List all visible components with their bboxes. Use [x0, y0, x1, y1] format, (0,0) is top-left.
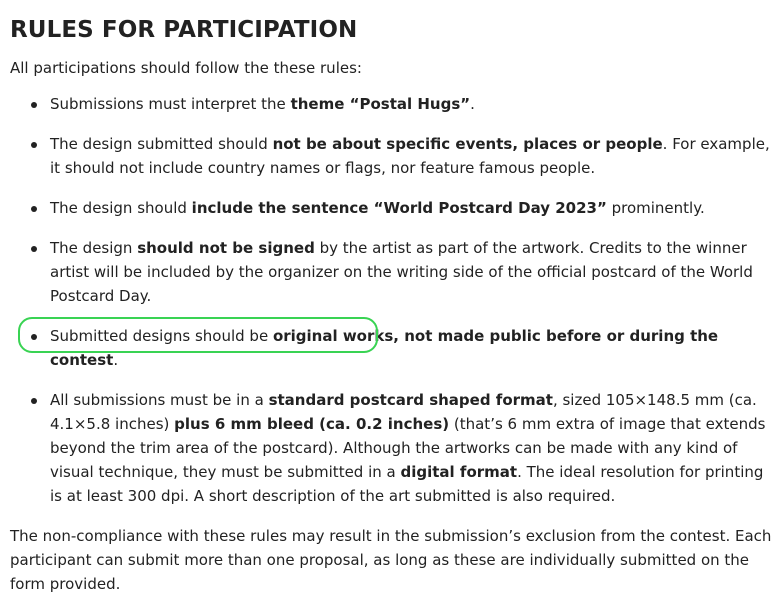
rule-bold-text: not be about specific events, places or people [272, 135, 663, 153]
bullet-icon [31, 102, 37, 108]
rule-text: . For example, it should not include country names or flags, nor feature famous people. [50, 135, 770, 177]
rule-not-signed [10, 236, 780, 308]
rule-text: by the artist as part of the artwork. Credits to the winner artist will be included by the organizer on the writing side of the official postcard of the World Postcard Day. [50, 239, 753, 305]
rule-text: All submissions must be in a [50, 391, 269, 409]
rule-text: Submissions must interpret the [50, 95, 291, 113]
bullet-icon [31, 334, 37, 340]
bullet-icon [31, 246, 37, 252]
rule-text: The design [50, 239, 138, 257]
rule-include-sentence [10, 196, 780, 220]
rule-bold-text: not made public before or during the contest [50, 327, 719, 369]
rule-text: (that’s 6 mm extra of image that extends beyond the trim area of the postcard). Although the artworks can be made with any kind of visual technique, they must be submitted in a [50, 415, 766, 481]
rule-text: . The ideal resolution for printing is at least 300 dpi. A short description of the art submitted is also required. [50, 463, 764, 505]
rule-bold-text: should not be signed [137, 239, 315, 257]
rule-bold-text: digital format [400, 463, 518, 481]
closing-paragraph: The non-compliance with these rules may result in the submission’s exclusion from the contest. Each participant can submit more than one proposal, as long as these are individually submitted on the form provided. [10, 527, 772, 593]
rule-bold-text: theme “Postal Hugs” [290, 95, 471, 113]
bullet-icon [31, 398, 37, 404]
rules-list [10, 92, 780, 508]
rule-text: . [470, 95, 475, 113]
intro-text: All participations should follow the these rules: [10, 59, 362, 77]
rule-text: . [113, 351, 119, 369]
rule-bold-text: plus 6 mm bleed (ca. 0.2 inches) [174, 415, 450, 433]
rule-original-works [10, 324, 780, 372]
rule-bold-text: standard postcard shaped format [268, 391, 553, 409]
rule-text: , sized 105×148.5 mm (ca. 4.1×5.8 inches) [50, 391, 757, 433]
rule-text: prominently. [606, 199, 705, 217]
bullet-icon [31, 206, 37, 212]
rule-text: The design should [50, 199, 192, 217]
rule-text: The design submitted should [50, 135, 273, 153]
rule-bold-text: include the sentence “World Postcard Day 2023” [191, 199, 607, 217]
rule-no-specific-subjects [10, 132, 780, 180]
page-title: RULES FOR PARTICIPATION [10, 17, 358, 43]
bullet-icon [31, 142, 37, 148]
rule-theme [10, 92, 780, 116]
rules-section [10, 14, 780, 596]
rule-text: Submitted designs should be [50, 327, 273, 345]
rule-bold-text: original works, [272, 327, 399, 345]
rule-format [10, 388, 780, 508]
